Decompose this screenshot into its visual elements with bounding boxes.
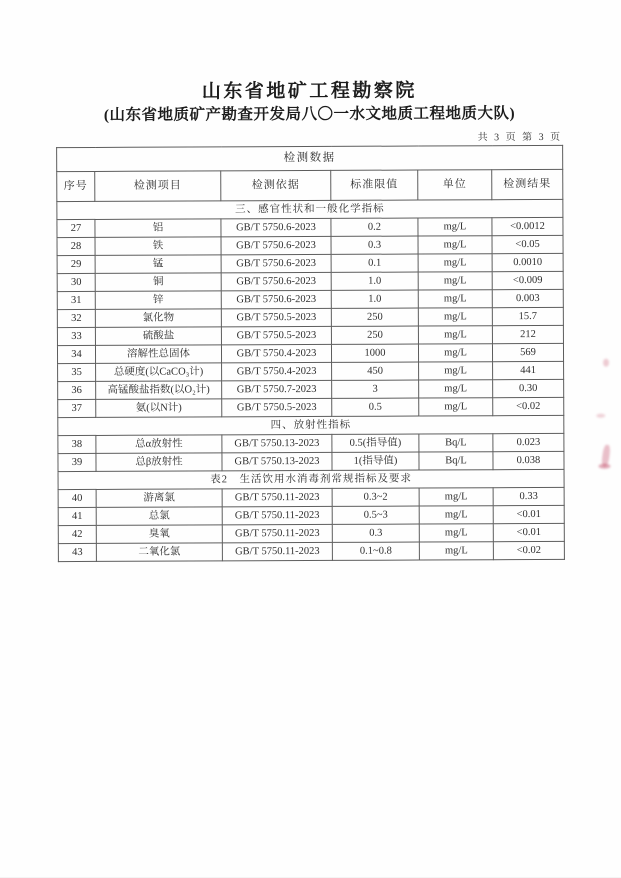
table-row: [58, 451, 564, 471]
cell-no: 37: [58, 399, 96, 417]
cell-unit: mg/L: [419, 398, 493, 416]
cell-method: GB/T 5750.11-2023: [222, 524, 332, 542]
cell-item: 二氧化氯: [96, 543, 222, 562]
table-row: [57, 325, 563, 345]
cell-unit: mg/L: [418, 326, 492, 344]
cell-result: <0.01: [493, 523, 564, 541]
cell-item: 氨(以N计): [96, 399, 222, 418]
table-header-row: [57, 169, 563, 201]
cell-no: 31: [57, 291, 95, 309]
cell-method: GB/T 5750.11-2023: [222, 506, 332, 524]
cell-item: 总硬度(以CaCO₃计): [96, 363, 222, 382]
cell-limit: 1.0: [331, 290, 418, 308]
table-row: [58, 505, 564, 525]
cell-result: 0.038: [493, 451, 564, 469]
table-row: [58, 541, 564, 561]
cell-result: 441: [493, 361, 564, 379]
cell-result: 0.33: [493, 487, 564, 505]
table-row: [57, 217, 563, 237]
cell-item: 锰: [95, 255, 221, 274]
cell-result: <0.009: [492, 271, 563, 289]
cell-item: 臭氧: [96, 525, 222, 544]
col-header-result: 检测结果: [492, 169, 563, 199]
section-row: [57, 199, 563, 219]
cell-limit: 0.3~2: [332, 488, 419, 506]
cell-item: 锌: [95, 291, 221, 310]
cell-item: 氯化物: [95, 309, 221, 328]
results-table-body: [57, 199, 565, 561]
col-header-unit: 单位: [418, 170, 492, 200]
cell-limit: 0.5~3: [332, 506, 419, 524]
cell-item: 铝: [95, 219, 221, 238]
cell-method: GB/T 5750.6-2023: [221, 254, 331, 272]
cell-result: <0.05: [492, 235, 563, 253]
cell-method: GB/T 5750.6-2023: [221, 272, 331, 290]
cell-no: 30: [57, 273, 95, 291]
cell-no: 35: [58, 363, 96, 381]
cell-method: GB/T 5750.6-2023: [221, 218, 331, 236]
cell-limit: 1.0: [331, 272, 418, 290]
cell-method: GB/T 5750.5-2023: [222, 398, 332, 416]
cell-result: 569: [492, 343, 563, 361]
cell-result: 15.7: [492, 307, 563, 325]
cell-limit: 3: [332, 380, 419, 398]
col-header-limit: 标准限值: [331, 170, 418, 200]
cell-no: 27: [57, 219, 95, 237]
cell-item: 铁: [95, 237, 221, 256]
cell-no: 36: [58, 381, 96, 399]
cell-result: 0.003: [492, 289, 563, 307]
cell-item: 游离氯: [96, 489, 222, 508]
cell-no: 34: [57, 345, 95, 363]
cell-unit: mg/L: [418, 236, 492, 254]
cell-limit: 450: [332, 362, 419, 380]
cell-result: 0.0010: [492, 253, 563, 271]
cell-item: 铜: [95, 273, 221, 292]
cell-method: GB/T 5750.13-2023: [222, 452, 332, 470]
cell-no: 28: [57, 237, 95, 255]
table-row: [57, 289, 563, 309]
cell-unit: mg/L: [418, 290, 492, 308]
cell-limit: 1(指导值): [332, 452, 419, 470]
cell-method: GB/T 5750.5-2023: [221, 308, 331, 326]
table-row: [57, 235, 563, 255]
cell-unit: mg/L: [418, 344, 492, 362]
cell-limit: 250: [331, 326, 418, 344]
section-label: 四、放射性指标: [58, 415, 564, 435]
cell-unit: mg/L: [418, 272, 492, 290]
cell-no: 38: [58, 435, 96, 453]
cell-limit: 1000: [331, 344, 418, 362]
cell-limit: 0.3: [332, 524, 419, 542]
cell-method: GB/T 5750.13-2023: [222, 434, 332, 452]
test-results-table: [56, 145, 565, 562]
cell-unit: mg/L: [418, 308, 492, 326]
cell-no: 29: [57, 255, 95, 273]
section-label: 表2 生活饮用水消毒剂常规指标及要求: [58, 469, 564, 489]
section-label: 三、感官性状和一般化学指标: [57, 199, 563, 219]
table-row: [58, 379, 564, 399]
cell-result: <0.01: [493, 505, 564, 523]
cell-method: GB/T 5750.4-2023: [222, 362, 332, 380]
table-row: [57, 253, 563, 273]
cell-no: 39: [58, 453, 96, 471]
cell-unit: mg/L: [419, 542, 493, 560]
col-header-method: 检测依据: [221, 170, 331, 200]
table-caption: 检测数据: [57, 145, 563, 171]
table-row: [58, 523, 564, 543]
cell-result: 0.30: [493, 379, 564, 397]
section-row: [58, 469, 564, 489]
table-row: [57, 271, 563, 291]
cell-result: 0.023: [493, 433, 564, 451]
col-header-item: 检测项目: [95, 171, 221, 202]
cell-limit: 0.5: [332, 398, 419, 416]
cell-result: <0.02: [493, 541, 564, 559]
cell-method: GB/T 5750.7-2023: [222, 380, 332, 398]
stamp-bleed-mark: [598, 464, 610, 469]
cell-item: 高锰酸盐指数(以O₂计): [96, 381, 222, 400]
cell-result: 212: [492, 325, 563, 343]
table-row: [58, 397, 564, 417]
cell-result: <0.02: [493, 397, 564, 415]
cell-item: 总β放射性: [96, 453, 222, 472]
cell-unit: mg/L: [418, 218, 492, 236]
col-header-no: 序号: [57, 171, 95, 201]
cell-limit: 0.2: [331, 218, 418, 236]
cell-no: 40: [58, 489, 96, 507]
cell-unit: mg/L: [419, 488, 493, 506]
page-number-info: 共 3 页 第 3 页: [477, 131, 563, 144]
table-row: [57, 343, 563, 363]
table-row: [57, 307, 563, 327]
cell-method: GB/T 5750.11-2023: [222, 488, 332, 506]
cell-limit: 0.3: [331, 236, 418, 254]
cell-no: 33: [57, 327, 95, 345]
cell-no: 32: [57, 309, 95, 327]
cell-limit: 250: [331, 308, 418, 326]
stamp-bleed-mark: [596, 414, 605, 418]
organization-title: 山东省地矿工程勘察院: [201, 80, 417, 103]
table-caption-row: [57, 145, 563, 171]
section-row: [58, 415, 564, 435]
cell-unit: mg/L: [419, 362, 493, 380]
cell-method: GB/T 5750.5-2023: [221, 326, 331, 344]
cell-method: GB/T 5750.6-2023: [221, 236, 331, 254]
cell-method: GB/T 5750.6-2023: [221, 290, 331, 308]
table-row: [58, 361, 564, 381]
cell-item: 总氯: [96, 507, 222, 526]
cell-result: <0.0012: [492, 217, 563, 235]
stamp-bleed-mark: [603, 359, 609, 367]
cell-no: 41: [58, 507, 96, 525]
cell-limit: 0.5(指导值): [332, 434, 419, 452]
cell-no: 42: [58, 525, 96, 543]
table-row: [58, 433, 564, 453]
cell-unit: mg/L: [418, 254, 492, 272]
cell-unit: mg/L: [419, 524, 493, 542]
cell-item: 溶解性总固体: [95, 345, 221, 364]
cell-method: GB/T 5750.11-2023: [222, 542, 332, 560]
cell-item: 硫酸盐: [95, 327, 221, 346]
table-row: [58, 487, 564, 507]
cell-unit: Bq/L: [419, 434, 493, 452]
cell-method: GB/T 5750.4-2023: [221, 344, 331, 362]
cell-limit: 0.1: [331, 254, 418, 272]
cell-no: 43: [58, 543, 96, 561]
cell-unit: mg/L: [419, 506, 493, 524]
organization-subtitle: (山东省地质矿产勘查开发局八〇一水文地质工程地质大队): [103, 105, 516, 124]
cell-item: 总α放射性: [96, 435, 222, 454]
cell-limit: 0.1~0.8: [332, 542, 419, 560]
cell-unit: Bq/L: [419, 452, 493, 470]
cell-unit: mg/L: [419, 380, 493, 398]
